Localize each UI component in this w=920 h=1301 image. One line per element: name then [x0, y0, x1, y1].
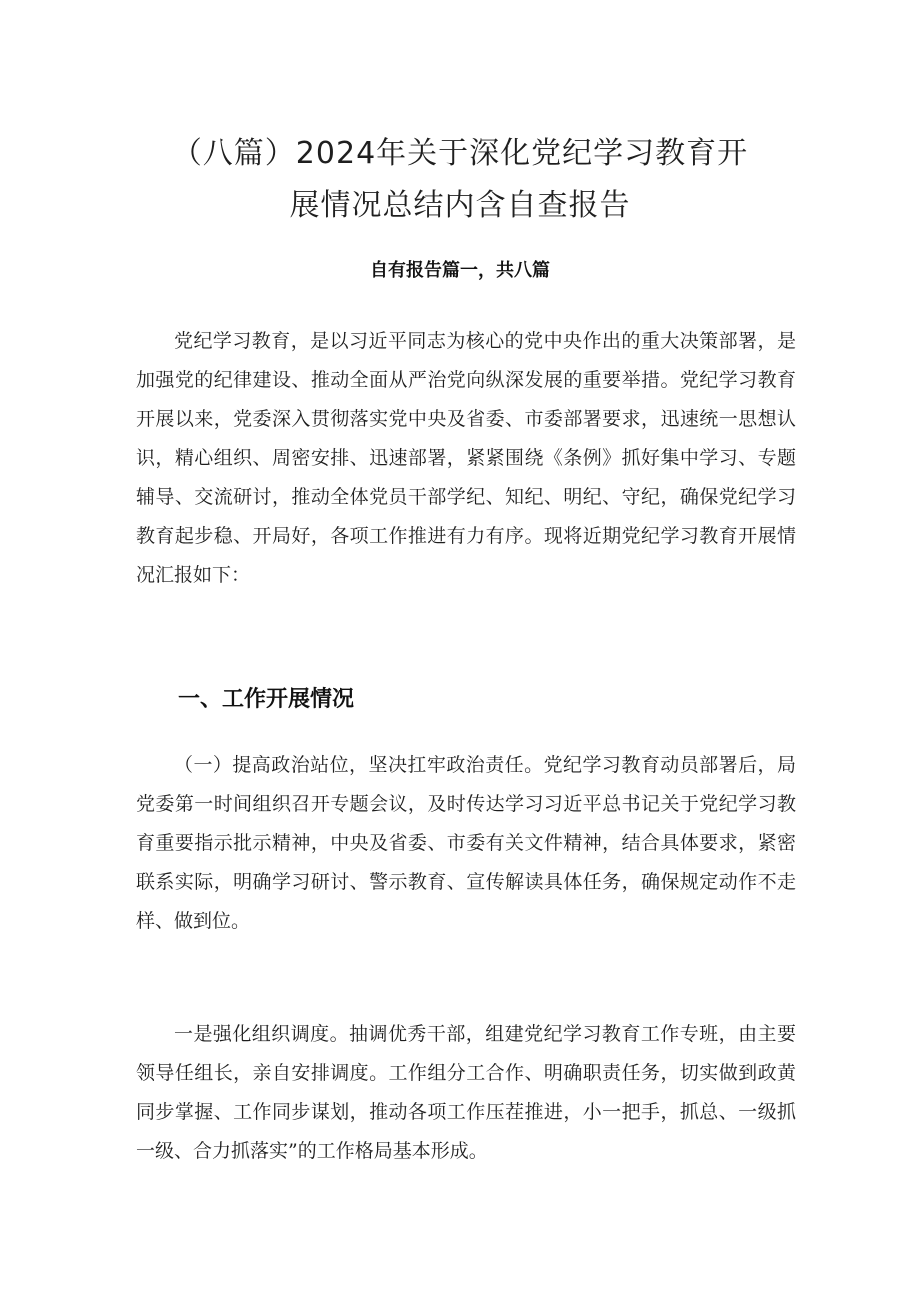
section-heading: 一、工作开展情况 [178, 687, 355, 712]
title-line-2: 展情况总结内含自查报告 [289, 188, 631, 224]
paragraph-intro: 党纪学习教育，是以习近平同志为核心的党中央作出的重大决策部署，是加强党的纪律建设、推动全面从严治党向纵深发展的重要举措。党纪学习教育开展以来，党委深入贯彻落实党中央及省委、市委部署要求，迅速统一思想认识，精心组织、周密安排、迅速部署，紧紧围绕《条例》抓好集中学习、专题辅导、交流研讨，推动全体党员干部学纪、知纪、明纪、守纪，确保党纪学习教育起步稳、开局好，各项工作推进有力有序。现将近期党纪学习教育开展情况汇报如下： [136, 330, 796, 586]
title-line-1: （八篇）2024年关于深化党纪学习教育开 [171, 136, 749, 172]
document-title [100, 128, 820, 232]
paragraph-organization: 一是强化组织调度。抽调优秀干部，组建党纪学习教育工作专班，由主要领导任组长，亲自安排调度。工作组分工合作、明确职责任务，切实做到政黄同步掌握、工作同步谋划，推动各项工作压茬推进，小一把手，抓总、一级抓一级、合力抓落实”的工作格局基本形成。 [136, 1023, 796, 1162]
paragraph-political-stance: （一）提高政治站位，坚决扛牢政治责任。党纪学习教育动员部署后，局党委第一时间组织召开专题会议，及时传达学习习近平总书记关于党纪学习教育重要指示批示精神，中央及省委、市委有关文件精神，结合具体要求，紧密联系实际，明确学习研讨、警示教育、宣传解读具体任务，确保规定动作不走样、做到位。 [136, 754, 796, 932]
document-subtitle: 自有报告篇一，共八篇 [370, 260, 550, 281]
